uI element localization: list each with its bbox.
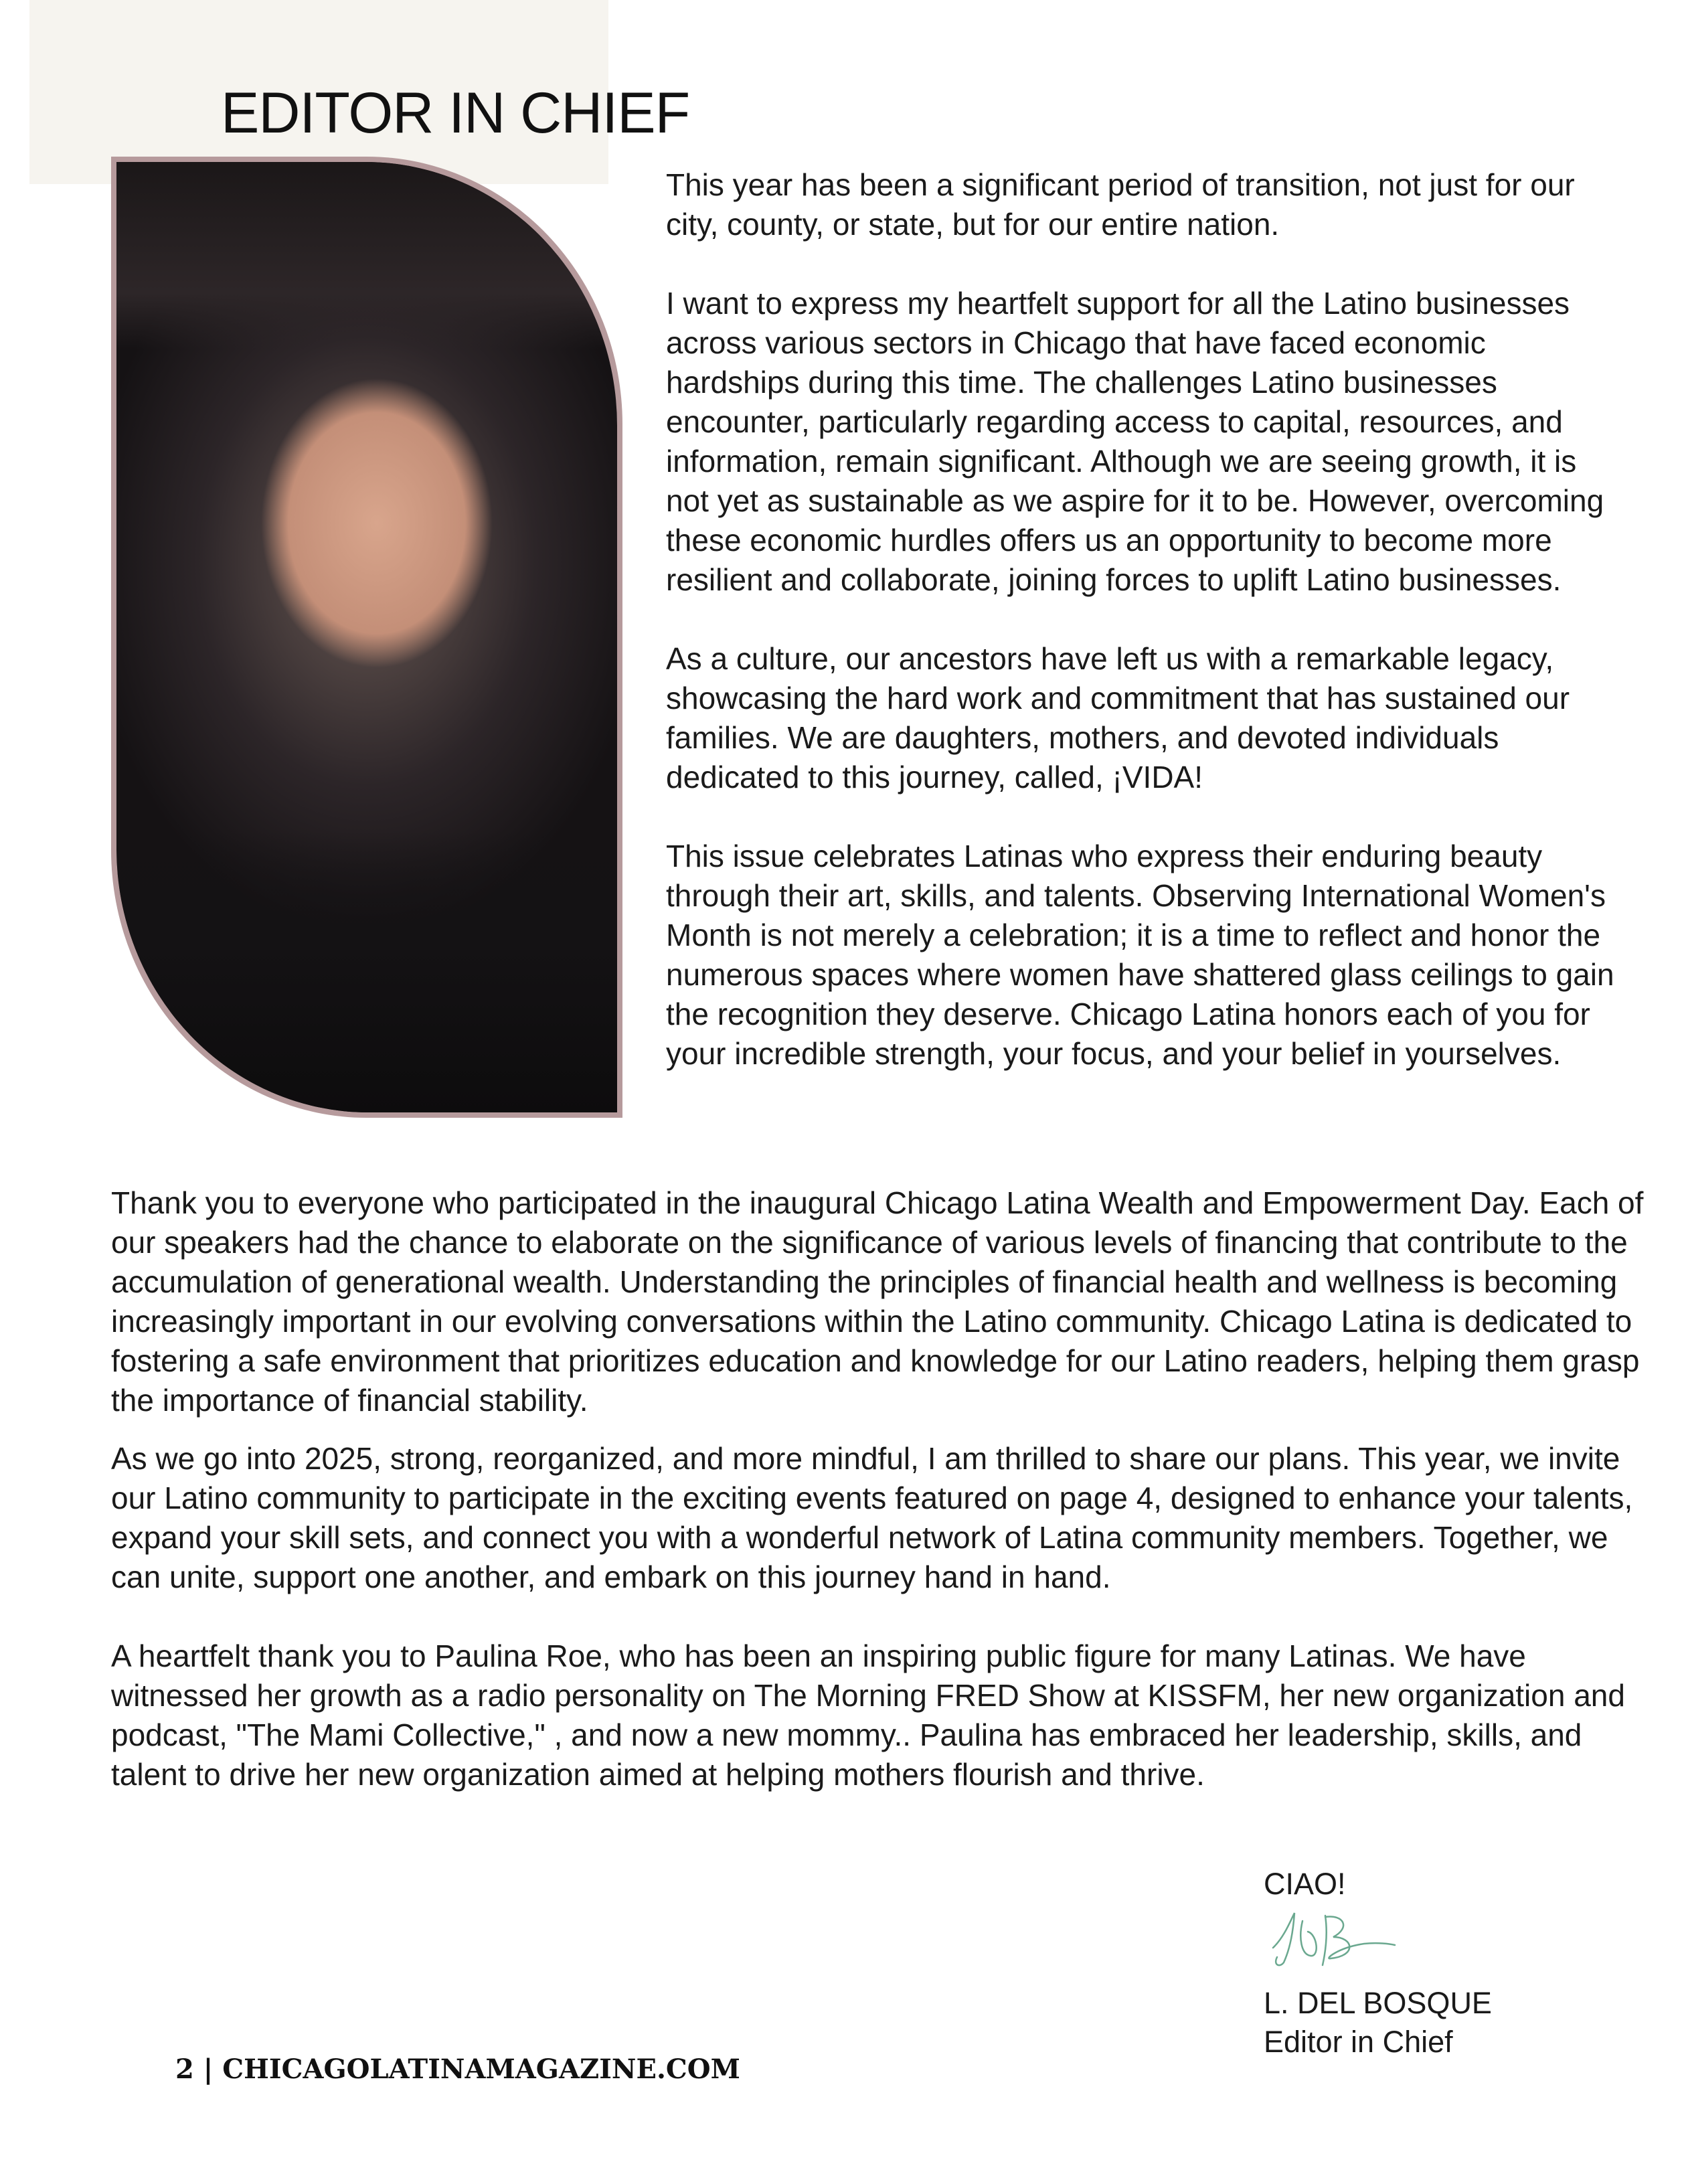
- portrait-hair-shade: [116, 162, 617, 349]
- page-title: EDITOR IN CHIEF: [221, 81, 690, 145]
- paragraph-paulina-roe: A heartfelt thank you to Paulina Roe, who has been an inspiring public figure for many Latinas. We have witnessed her growth as a radio personality on The Morning FRED Show at KISSFM, her new organization and podcast, "The Mami Collective," , and now a new mommy.. Paulina has embraced her leadership, skills, and talent to drive her new organization aimed at helping mothers flourish and thrive.: [111, 1639, 1625, 1792]
- right-column-text: [666, 165, 1616, 1074]
- signer-role: Editor in Chief: [1264, 2025, 1453, 2059]
- signer-name: L. DEL BOSQUE: [1264, 1986, 1492, 2020]
- page-footer: 2 | CHICAGOLATINAMAGAZINE.COM: [175, 2053, 740, 2085]
- portrait-sweater-shade: [116, 831, 617, 1112]
- signoff: [1264, 1865, 1531, 1904]
- full-width-text: [111, 1183, 1644, 1794]
- signoff-closing: CIAO!: [1264, 1867, 1346, 1901]
- paragraph-culture: As a culture, our ancestors have left us with a remarkable legacy, showcasing the hard work and commitment that has sustained our families. We are daughters, mothers, and devoted individuals dedicated to this journey, called, ¡VIDA!: [666, 641, 1570, 794]
- signer-block: [1264, 1984, 1598, 2062]
- editor-portrait-frame: [111, 157, 622, 1118]
- paragraph-transition: This year has been a significant period of transition, not just for our city, county, or state, but for our entire nation.: [666, 167, 1575, 242]
- editor-portrait-photo: [116, 162, 617, 1112]
- paragraph-business-support: I want to express my heartfelt support for all the Latino businesses across various sectors in Chicago that have faced economic hardships during this time. The challenges Latino businesses encounter, particularly regarding access to capital, resources, and information, remain significant. Although we are seeing growth, it is not yet as sustainable as we aspire for it to be. However, overcoming these economic hurdles offers us an opportunity to become more resilient and collaborate, joining forces to uplift Latino businesses.: [666, 286, 1604, 597]
- paragraph-2025-plans: As we go into 2025, strong, reorganized, and more mindful, I am thrilled to share our plans. This year, we invite our Latino community to participate in the exciting events featured on page 4, designed to enhance your talents, expand your skill sets, and connect you with a wonderful network of Latina community members. Together, we can unite, support one another, and embark on this journey hand in hand.: [111, 1441, 1633, 1594]
- handwritten-signature: [1264, 1901, 1398, 1975]
- paragraph-wealth-day: Thank you to everyone who participated in the inaugural Chicago Latina Wealth and Empowerment Day. Each of our speakers had the chance to elaborate on the significance of various levels of financing that contribute to the accumulation of generational wealth. Understanding the principles of financial health and wellness is becoming increasingly important in our evolving conversations within the Latino community. Chicago Latina is dedicated to fostering a safe environment that prioritizes education and knowledge for our Latino readers, helping them grasp the importance of financial stability.: [111, 1185, 1644, 1418]
- paragraph-womens-month: This issue celebrates Latinas who express their enduring beauty through their art, skills, and talents. Observing International Women's Month is not merely a celebration; it is a time to reflect and honor the numerous spaces where women have shattered glass ceilings to gain the recognition they deserve. Chicago Latina honors each of you for your incredible strength, your focus, and your belief in yourselves.: [666, 839, 1614, 1071]
